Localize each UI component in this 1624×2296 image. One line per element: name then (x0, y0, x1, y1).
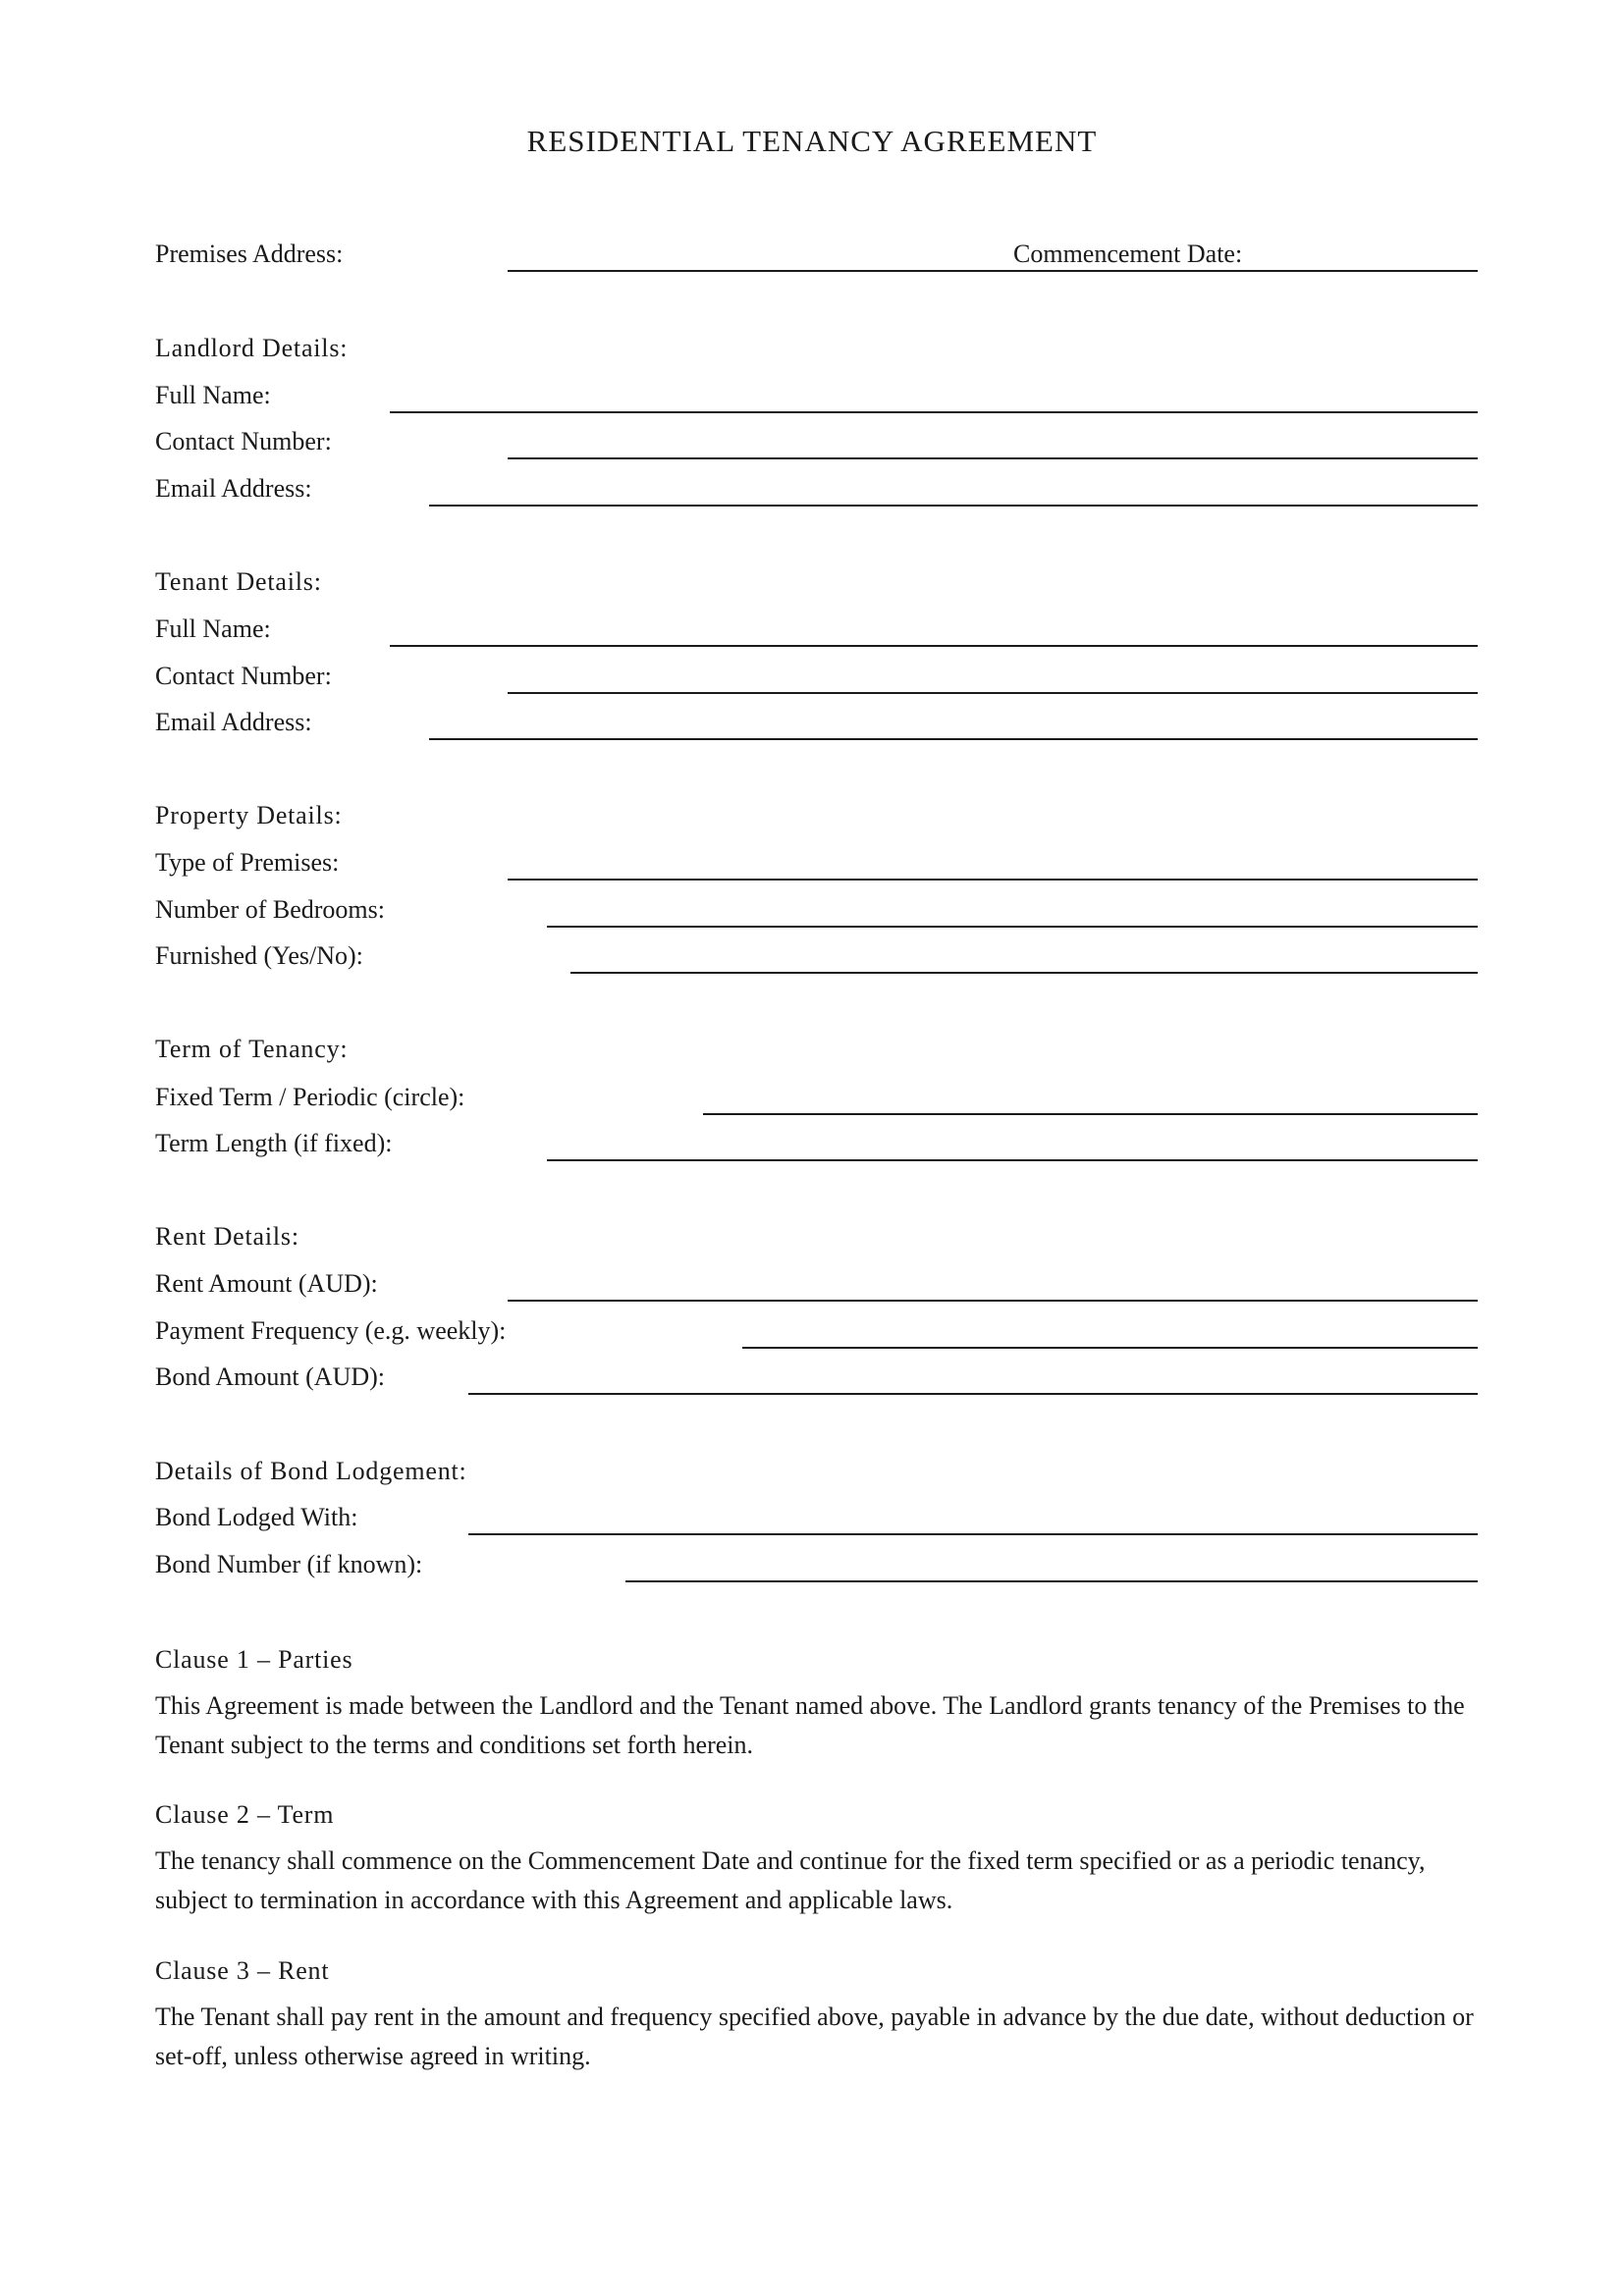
property-furnished-field[interactable] (570, 972, 1478, 974)
rent-amount-label: Rent Amount (AUD): (155, 1269, 378, 1298)
property-details-heading: Property Details: (155, 801, 343, 829)
payment-frequency-label: Payment Frequency (e.g. weekly): (155, 1316, 507, 1345)
tenant-full-name-label: Full Name: (155, 614, 271, 643)
tenant-details-heading: Tenant Details: (155, 567, 322, 596)
clause-text: The tenancy shall commence on the Commencement Date and continue for the fixed term specified or as a periodic tenancy, subject to termination in accordance with this Agreement and applicable laws. (155, 1846, 1426, 1914)
property-type-field[interactable] (508, 879, 1478, 881)
clause-heading: Clause 1 – Parties (155, 1645, 353, 1674)
clause-text: This Agreement is made between the Landlord and the Tenant named above. The Landlord grants tenancy of the Premises to the Tenant subject to the terms and conditions set forth herein. (155, 1691, 1465, 1759)
bond-number-field[interactable] (625, 1580, 1478, 1582)
clause-text: The Tenant shall pay rent in the amount and frequency specified above, payable in advance by the due date, without deduction or set-off, unless otherwise agreed in writing. (155, 2002, 1474, 2070)
property-furnished-label: Furnished (Yes/No): (155, 941, 363, 970)
landlord-email-label: Email Address: (155, 474, 312, 503)
term-length-label: Term Length (if fixed): (155, 1129, 393, 1157)
clause-heading: Clause 3 – Rent (155, 1956, 330, 1985)
bond-amount-label: Bond Amount (AUD): (155, 1362, 385, 1391)
payment-frequency-field[interactable] (742, 1347, 1478, 1349)
tenant-contact-field[interactable] (508, 692, 1478, 694)
bond-lodged-with-label: Bond Lodged With: (155, 1503, 358, 1531)
rent-details-heading: Rent Details: (155, 1222, 299, 1251)
landlord-full-name-field[interactable] (390, 411, 1478, 413)
term-of-tenancy-heading: Term of Tenancy: (155, 1035, 349, 1063)
property-bedrooms-field[interactable] (547, 926, 1478, 928)
property-bedrooms-label: Number of Bedrooms: (155, 895, 385, 924)
commencement-date-label: Commencement Date: (1013, 240, 1243, 268)
bond-lodged-with-field[interactable] (468, 1533, 1478, 1535)
tenant-full-name-field[interactable] (390, 645, 1478, 647)
term-fixed-periodic-label: Fixed Term / Periodic (circle): (155, 1083, 465, 1111)
clause-heading: Clause 2 – Term (155, 1800, 335, 1829)
landlord-email-field[interactable] (429, 505, 1478, 507)
term-length-field[interactable] (547, 1159, 1478, 1161)
tenant-contact-label: Contact Number: (155, 662, 332, 690)
premises-address-label: Premises Address: (155, 240, 344, 268)
property-type-label: Type of Premises: (155, 848, 340, 877)
landlord-details-heading: Landlord Details: (155, 334, 349, 362)
tenant-email-label: Email Address: (155, 708, 312, 736)
landlord-contact-field[interactable] (508, 457, 1478, 459)
bond-lodgement-heading: Details of Bond Lodgement: (155, 1457, 467, 1485)
document-title: RESIDENTIAL TENANCY AGREEMENT (526, 124, 1098, 158)
landlord-full-name-label: Full Name: (155, 381, 271, 409)
term-fixed-periodic-field[interactable] (703, 1113, 1478, 1115)
landlord-contact-label: Contact Number: (155, 427, 332, 455)
premises-address-field[interactable] (508, 270, 1478, 272)
bond-number-label: Bond Number (if known): (155, 1550, 423, 1578)
rent-amount-field[interactable] (508, 1300, 1478, 1302)
tenant-email-field[interactable] (429, 738, 1478, 740)
bond-amount-field[interactable] (468, 1393, 1478, 1395)
